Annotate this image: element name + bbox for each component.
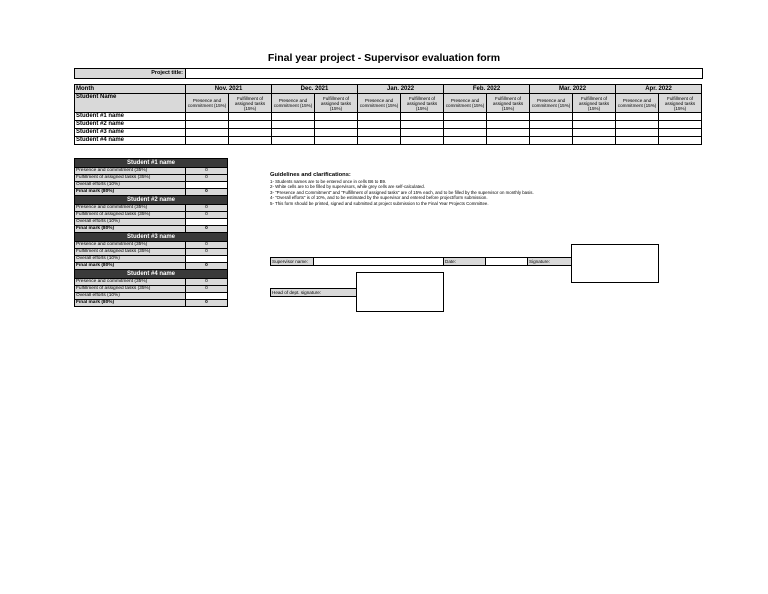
supervisor-signature-box[interactable] [571, 244, 659, 283]
presence-label: Presence and commitment (35%) [75, 168, 186, 175]
guidelines-title: Guidelines and clarifications: [270, 172, 351, 178]
monthly-evaluation-table [74, 84, 702, 145]
grade-cell[interactable] [315, 121, 358, 129]
grade-cell[interactable] [487, 113, 530, 121]
grade-cell[interactable] [444, 113, 487, 121]
student-summary-header: Student #1 name [75, 159, 228, 168]
grade-cell[interactable] [659, 113, 702, 121]
fulfillment-subheader: Fulfillment of assigned tasks (15%) [401, 94, 444, 113]
fulfillment-label: Fulfillment of assigned tasks (35%) [75, 175, 186, 182]
guidelines-block [270, 172, 610, 206]
grade-cell[interactable] [530, 129, 573, 137]
grade-cell[interactable] [315, 113, 358, 121]
grade-cell[interactable] [616, 121, 659, 129]
overall-efforts-label: Overall efforts (10%) [75, 182, 186, 189]
month-header: Dec. 2021 [272, 85, 358, 94]
grade-cell[interactable] [530, 137, 573, 145]
presence-label: Presence and commitment (35%) [75, 279, 186, 286]
overall-efforts-input[interactable] [186, 256, 228, 263]
grade-cell[interactable] [487, 121, 530, 129]
student-name-label: Student Name [75, 94, 186, 113]
fulfillment-value: 0 [186, 212, 228, 219]
head-signature-label: Head of dept. signature: [271, 289, 357, 296]
grade-cell[interactable] [487, 137, 530, 145]
overall-efforts-input[interactable] [186, 182, 228, 189]
month-label: Month [75, 85, 186, 94]
grade-cell[interactable] [573, 121, 616, 129]
fulfillment-value: 0 [186, 175, 228, 182]
grade-cell[interactable] [315, 129, 358, 137]
student-summary-header: Student #2 name [75, 196, 228, 205]
grade-cell[interactable] [186, 129, 229, 137]
grade-cell[interactable] [530, 121, 573, 129]
head-signature-row [270, 288, 358, 297]
head-signature-box[interactable] [356, 272, 444, 312]
final-mark-label: Final mark (80%) [75, 263, 186, 270]
presence-subheader: Presence and commitment (15%) [616, 94, 659, 113]
fulfillment-value: 0 [186, 286, 228, 293]
grade-cell[interactable] [401, 137, 444, 145]
presence-label: Presence and commitment (35%) [75, 205, 186, 212]
final-mark-label: Final mark (80%) [75, 189, 186, 196]
fulfillment-subheader: Fulfillment of assigned tasks (15%) [487, 94, 530, 113]
fulfillment-subheader: Fulfillment of assigned tasks (15%) [315, 94, 358, 113]
project-title-label: Project title: [75, 69, 186, 78]
grade-cell[interactable] [186, 137, 229, 145]
presence-value: 0 [186, 279, 228, 286]
fulfillment-subheader: Fulfillment of assigned tasks (15%) [573, 94, 616, 113]
month-header: Feb. 2022 [444, 85, 530, 94]
grade-cell[interactable] [272, 113, 315, 121]
presence-subheader: Presence and commitment (15%) [272, 94, 315, 113]
student-summary-header: Student #4 name [75, 270, 228, 279]
month-header: Apr. 2022 [616, 85, 702, 94]
fulfillment-label: Fulfillment of assigned tasks (35%) [75, 249, 186, 256]
supervisor-name-input[interactable] [313, 258, 443, 265]
date-input[interactable] [485, 258, 527, 265]
table-row [75, 137, 702, 145]
grade-cell[interactable] [229, 129, 272, 137]
grade-cell[interactable] [616, 129, 659, 137]
guideline-line: 5- This form should be printed, signed and submitted at project submission to the Final Year Projects Committee. [270, 200, 489, 206]
overall-efforts-input[interactable] [186, 293, 228, 300]
table-row [75, 121, 702, 129]
month-header: Mar. 2022 [530, 85, 616, 94]
presence-subheader: Presence and commitment (15%) [530, 94, 573, 113]
overall-efforts-label: Overall efforts (10%) [75, 219, 186, 226]
final-mark-value: 0 [186, 189, 228, 196]
presence-subheader: Presence and commitment (15%) [186, 94, 229, 113]
project-title-row[interactable] [74, 68, 703, 79]
grade-cell[interactable] [401, 129, 444, 137]
fulfillment-subheader: Fulfillment of assigned tasks (15%) [229, 94, 272, 113]
grade-cell[interactable] [358, 137, 401, 145]
final-mark-label: Final mark (80%) [75, 226, 186, 233]
guideline-line: 3- "Presence and Commitment" and "Fulfillment of assigned tasks" are of 15% each, and to be filled by the supervisor on monthly basis. [270, 189, 534, 195]
grade-cell[interactable] [229, 121, 272, 129]
final-mark-value: 0 [186, 263, 228, 270]
grade-cell[interactable] [487, 129, 530, 137]
guideline-line: 1- Students names are to be entered once in cells B6 to B9. [270, 179, 387, 184]
grade-cell[interactable] [315, 137, 358, 145]
presence-subheader: Presence and commitment (15%) [444, 94, 487, 113]
overall-efforts-label: Overall efforts (10%) [75, 256, 186, 263]
month-header: Jan. 2022 [358, 85, 444, 94]
student-name-cell[interactable]: Student #3 name [75, 129, 186, 137]
supervisor-signature-row [270, 257, 572, 266]
grade-cell[interactable] [444, 129, 487, 137]
grade-cell[interactable] [659, 129, 702, 137]
grade-cell[interactable] [272, 121, 315, 129]
fulfillment-value: 0 [186, 249, 228, 256]
grade-cell[interactable] [229, 113, 272, 121]
overall-efforts-label: Overall efforts (10%) [75, 293, 186, 300]
grade-cell[interactable] [573, 129, 616, 137]
presence-label: Presence and commitment (35%) [75, 242, 186, 249]
grade-cell[interactable] [401, 121, 444, 129]
date-label: Date: [443, 258, 485, 265]
table-row [75, 129, 702, 137]
presence-value: 0 [186, 242, 228, 249]
student-name-cell[interactable]: Student #2 name [75, 121, 186, 129]
grade-cell[interactable] [358, 113, 401, 121]
grade-cell[interactable] [659, 137, 702, 145]
guideline-line: 2- White cells are to be filled by supervisors, while grey cells are self-calculated. [270, 184, 425, 190]
presence-subheader: Presence and commitment (15%) [358, 94, 401, 113]
grade-cell[interactable] [444, 137, 487, 145]
grade-cell[interactable] [229, 137, 272, 145]
signature-label: Signature: [527, 258, 571, 265]
student-name-cell[interactable]: Student #4 name [75, 137, 186, 145]
grade-cell[interactable] [272, 129, 315, 137]
final-mark-value: 0 [186, 226, 228, 233]
final-mark-label: Final mark (80%) [75, 300, 186, 307]
grade-cell[interactable] [186, 121, 229, 129]
grade-cell[interactable] [616, 113, 659, 121]
student-summary-header: Student #3 name [75, 233, 228, 242]
guideline-line: 4- "Overall efforts" is of 10%, and to be estimated by the supervisor and entered before project/form submission. [270, 195, 488, 201]
presence-value: 0 [186, 205, 228, 212]
presence-value: 0 [186, 168, 228, 175]
supervisor-name-label: Supervisor name: [271, 258, 313, 265]
grade-cell[interactable] [358, 121, 401, 129]
student-name-cell[interactable]: Student #1 name [75, 113, 186, 121]
month-header: Nov. 2021 [186, 85, 272, 94]
grade-cell[interactable] [573, 113, 616, 121]
grade-cell[interactable] [358, 129, 401, 137]
grade-cell[interactable] [616, 137, 659, 145]
grade-cell[interactable] [659, 121, 702, 129]
form-title: Final year project - Supervisor evaluation form [267, 52, 501, 64]
grade-cell[interactable] [272, 137, 315, 145]
overall-efforts-input[interactable] [186, 219, 228, 226]
fulfillment-label: Fulfillment of assigned tasks (35%) [75, 212, 186, 219]
grade-cell[interactable] [444, 121, 487, 129]
grade-cell[interactable] [186, 113, 229, 121]
fulfillment-label: Fulfillment of assigned tasks (35%) [75, 286, 186, 293]
student-summary-table [74, 158, 228, 307]
fulfillment-subheader: Fulfillment of assigned tasks (15%) [659, 94, 702, 113]
table-row [75, 113, 702, 121]
grade-cell[interactable] [401, 113, 444, 121]
final-mark-value: 0 [186, 300, 228, 307]
grade-cell[interactable] [573, 137, 616, 145]
grade-cell[interactable] [530, 113, 573, 121]
